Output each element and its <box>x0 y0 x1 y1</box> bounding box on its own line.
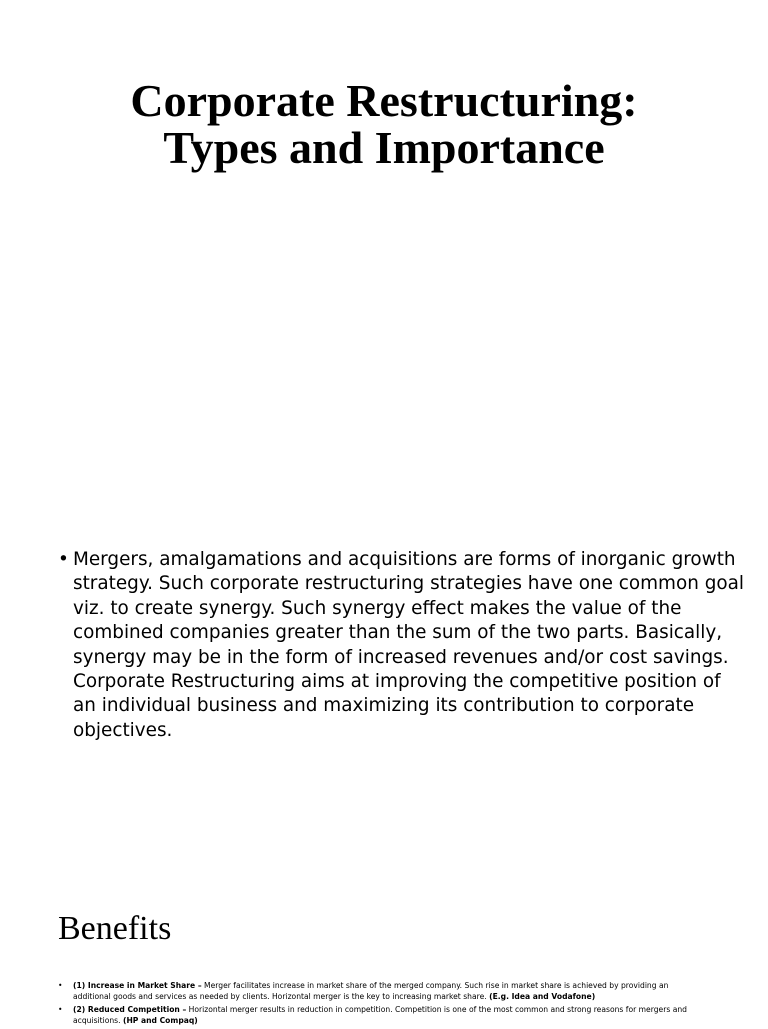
benefit-example: (HP and Compaq) <box>122 1015 198 1025</box>
benefits-list <box>58 981 708 1029</box>
title-line-1: Corporate Restructuring: <box>130 75 638 126</box>
intro-paragraph: Mergers, amalgamations and acquisitions are forms of inorganic growth strategy. Such corporate restructuring strategies have one common goal viz. to create synergy. Such synergy effect makes the value of the combined companies greater than the sum of the two parts. Basically, synergy may be in the form of increased revenues and/or cost savings. Corporate Restructuring aims at improving the competitive position of an individual business and maximizing its contribution to corporate objectives. <box>73 549 745 741</box>
benefit-description: Horizontal merger results in reduction in competition. Competition is one of the most common and strong reasons for mergers and acquisitions. <box>73 1005 687 1025</box>
title-line-2: Types and Importance <box>163 122 605 173</box>
benefit-example: (E.g. Idea and Vodafone) <box>489 991 596 1001</box>
benefit-text <box>73 1005 708 1026</box>
bullet-icon: • <box>58 1005 63 1015</box>
benefit-description: Merger facilitates increase in market share of the merged company. Such rise in market share is achieved by providing an additional goods and services as needed by clients. Horizontal merger is the key to increasing market share. <box>73 981 669 1001</box>
benefit-label: (2) Reduced Competition – <box>73 1005 187 1015</box>
intro-slide-body <box>58 548 748 743</box>
benefit-label: (1) Increase in Market Share – <box>73 981 202 990</box>
title-slide <box>0 0 768 500</box>
intro-bullet-item <box>58 548 748 743</box>
bullet-icon: • <box>58 549 69 570</box>
presentation-title <box>0 77 768 171</box>
bullet-icon: • <box>58 981 63 990</box>
benefit-item <box>58 1005 708 1026</box>
benefits-heading: Benefits <box>58 910 172 947</box>
benefit-text <box>73 981 708 1002</box>
benefit-item <box>58 981 708 1002</box>
